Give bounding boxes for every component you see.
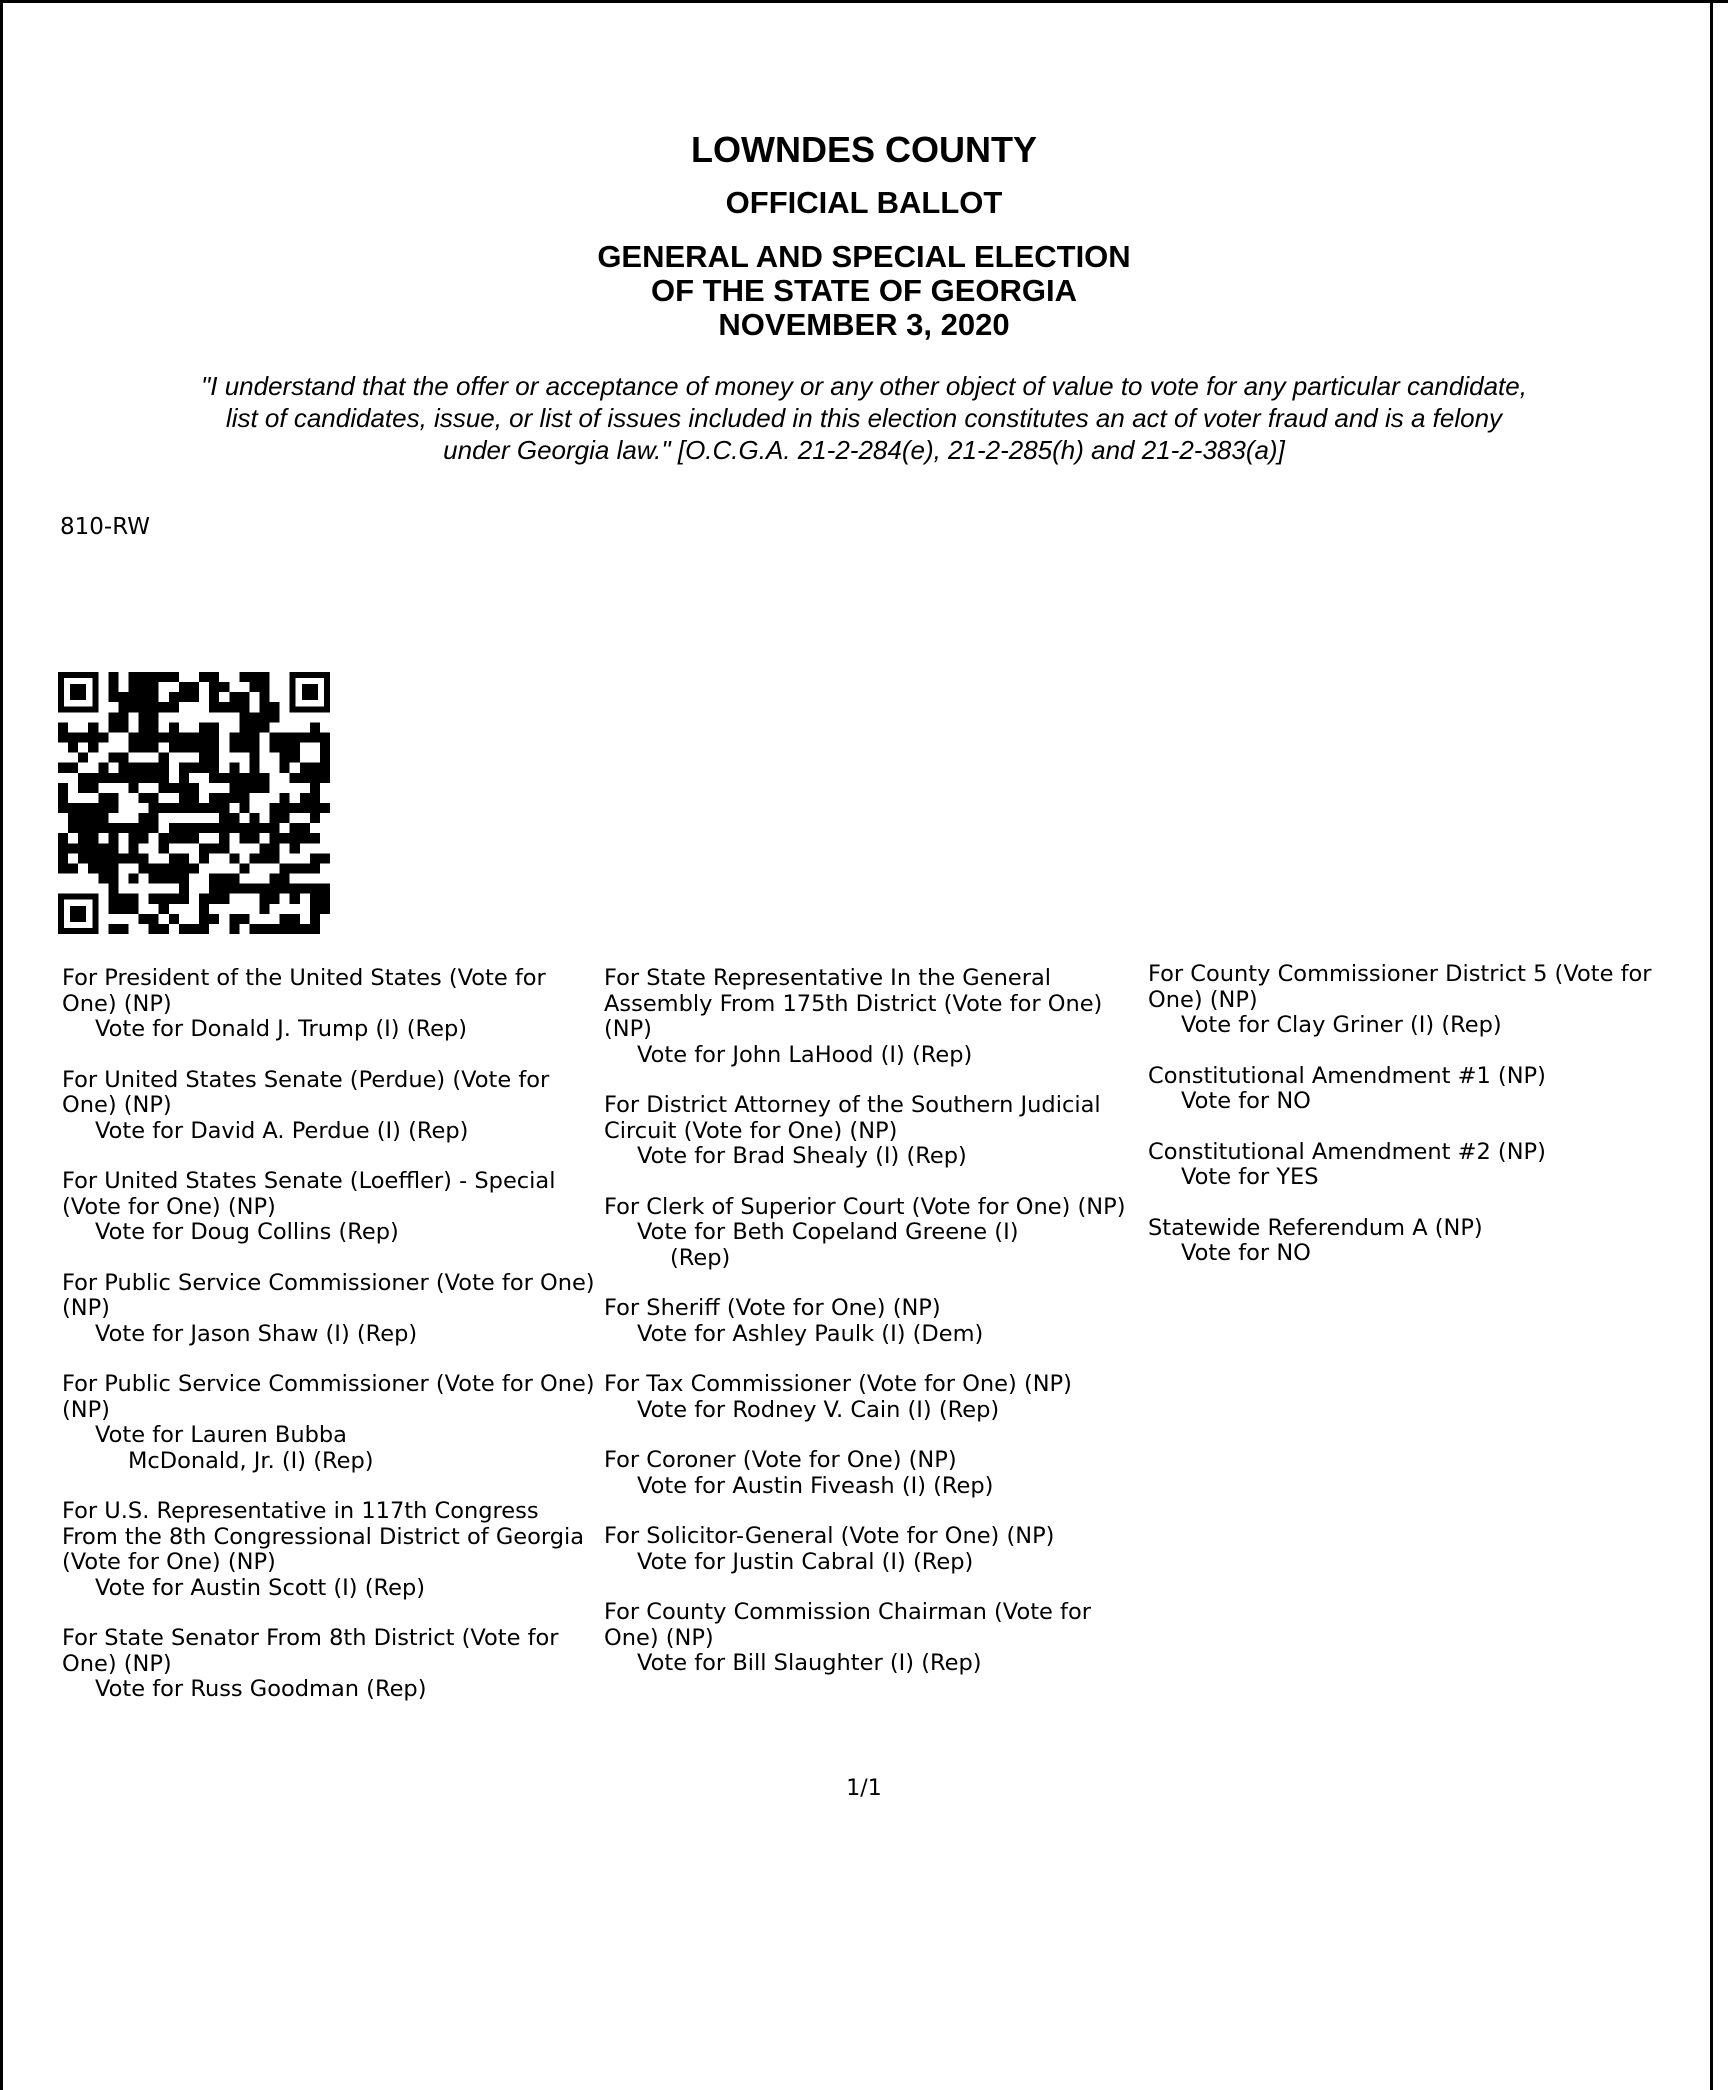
race-selection: Vote for Austin Fiveash (I) (Rep) — [637, 1472, 994, 1499]
race-item — [62, 1169, 597, 1246]
race-item — [62, 1068, 597, 1145]
race-selection: Vote for NO — [1181, 1088, 1311, 1114]
race-title: For State Senator From 8th District (Vote for One) (NP) — [62, 1625, 559, 1677]
race-selection-continued: (Rep) — [670, 1244, 731, 1271]
race-item — [604, 1195, 1144, 1272]
race-selection: Vote for Austin Scott (I) (Rep) — [95, 1574, 426, 1601]
race-title: For Tax Commissioner (Vote for One) (NP) — [604, 1371, 1072, 1397]
race-selection: Vote for Brad Shealy (I) (Rep) — [637, 1143, 967, 1169]
race-title: For Coroner (Vote for One) (NP) — [604, 1447, 957, 1473]
race-selection: Vote for Jason Shaw (I) (Rep) — [95, 1320, 418, 1347]
race-selection: Vote for Donald J. Trump (I) (Rep) — [95, 1016, 468, 1042]
race-item — [1148, 962, 1668, 1039]
race-title: For U.S. Representative in 117th Congress From the 8th Congressional District of Georgia (Vote for One) (NP) — [62, 1498, 585, 1575]
notice-line-3: under Georgia law." [O.C.G.A. 21-2-284(e), 21-2-285(h) and 21-2-383(a)] — [443, 435, 1285, 465]
race-item — [62, 966, 597, 1043]
race-item — [604, 1600, 1144, 1677]
election-title-line2: OF THE STATE OF GEORGIA — [651, 273, 1077, 308]
race-item — [604, 1296, 1144, 1347]
race-title: Constitutional Amendment #2 (NP) — [1148, 1138, 1546, 1165]
election-date: NOVEMBER 3, 2020 — [718, 307, 1010, 342]
ballot-column-1 — [62, 966, 597, 1728]
race-selection: Vote for Beth Copeland Greene (I) — [637, 1219, 1019, 1245]
top-border — [0, 0, 1728, 3]
race-selection-continued: McDonald, Jr. (I) (Rep) — [128, 1447, 374, 1474]
race-item — [604, 966, 1144, 1068]
race-selection: Vote for Lauren Bubba — [95, 1422, 347, 1448]
race-selection: Vote for Russ Goodman (Rep) — [95, 1676, 427, 1702]
ballot-title: OFFICIAL BALLOT — [725, 185, 1003, 220]
race-title: For Clerk of Superior Court (Vote for One) (NP) — [604, 1193, 1126, 1220]
race-selection: Vote for Rodney V. Cain (I) (Rep) — [637, 1396, 1000, 1423]
race-title: For District Attorney of the Southern Judicial Circuit (Vote for One) (NP) — [604, 1092, 1101, 1144]
race-item — [1148, 1064, 1668, 1115]
race-title: For State Representative In the General Assembly From 175th District (Vote for One) (NP) — [604, 965, 1103, 1042]
race-title: For Public Service Commissioner (Vote for One) (NP) — [62, 1269, 595, 1321]
race-title: For Solicitor-General (Vote for One) (NP) — [604, 1523, 1055, 1549]
race-item — [604, 1524, 1144, 1575]
race-selection: Vote for Ashley Paulk (I) (Dem) — [637, 1320, 984, 1347]
race-title: For United States Senate (Perdue) (Vote for One) (NP) — [62, 1066, 550, 1118]
ballot-header — [0, 128, 1728, 342]
race-item — [604, 1372, 1144, 1423]
race-title: For Public Service Commissioner (Vote for One) (NP) — [62, 1371, 595, 1423]
race-selection: Vote for Bill Slaughter (I) (Rep) — [637, 1650, 982, 1676]
qr-code — [58, 672, 330, 934]
ballot-column-2 — [604, 966, 1144, 1702]
race-selection: Vote for NO — [1181, 1240, 1311, 1266]
race-selection: Vote for Justin Cabral (I) (Rep) — [637, 1548, 974, 1575]
notice-line-1: "I understand that the offer or acceptance of money or any other object of value to vote for any particular candidate, — [201, 371, 1527, 401]
race-title: Statewide Referendum A (NP) — [1148, 1214, 1483, 1241]
race-item — [604, 1448, 1144, 1499]
county-title: LOWNDES COUNTY — [691, 129, 1037, 170]
race-title: For United States Senate (Loeffler) - Special (Vote for One) (NP) — [62, 1168, 556, 1220]
race-selection: Vote for David A. Perdue (I) (Rep) — [95, 1117, 469, 1144]
race-selection: Vote for John LaHood (I) (Rep) — [637, 1041, 973, 1068]
race-title: For County Commission Chairman (Vote for One) (NP) — [604, 1599, 1091, 1651]
race-title: Constitutional Amendment #1 (NP) — [1148, 1062, 1546, 1089]
race-selection: Vote for YES — [1181, 1164, 1319, 1190]
race-item — [62, 1626, 597, 1703]
voter-fraud-notice — [60, 370, 1668, 466]
race-title: For President of the United States (Vote for One) (NP) — [62, 965, 546, 1017]
race-selection: Vote for Clay Griner (I) (Rep) — [1181, 1012, 1502, 1038]
election-title-line1: GENERAL AND SPECIAL ELECTION — [597, 239, 1131, 274]
page-number: 1/1 — [846, 1776, 882, 1801]
race-item — [62, 1499, 597, 1601]
race-item — [1148, 1140, 1668, 1191]
race-item — [62, 1372, 597, 1474]
ballot-style-code: 810-RW — [60, 514, 150, 540]
race-title: For County Commissioner District 5 (Vote for One) (NP) — [1148, 961, 1652, 1013]
race-item — [1148, 1216, 1668, 1267]
ballot-column-3 — [1148, 962, 1668, 1292]
race-title: For Sheriff (Vote for One) (NP) — [604, 1295, 941, 1321]
race-item — [62, 1271, 597, 1348]
notice-line-2: list of candidates, issue, or list of issues included in this election constitutes an act of voter fraud and is a felony — [225, 403, 1503, 433]
race-selection: Vote for Doug Collins (Rep) — [95, 1219, 399, 1245]
race-item — [604, 1093, 1144, 1170]
